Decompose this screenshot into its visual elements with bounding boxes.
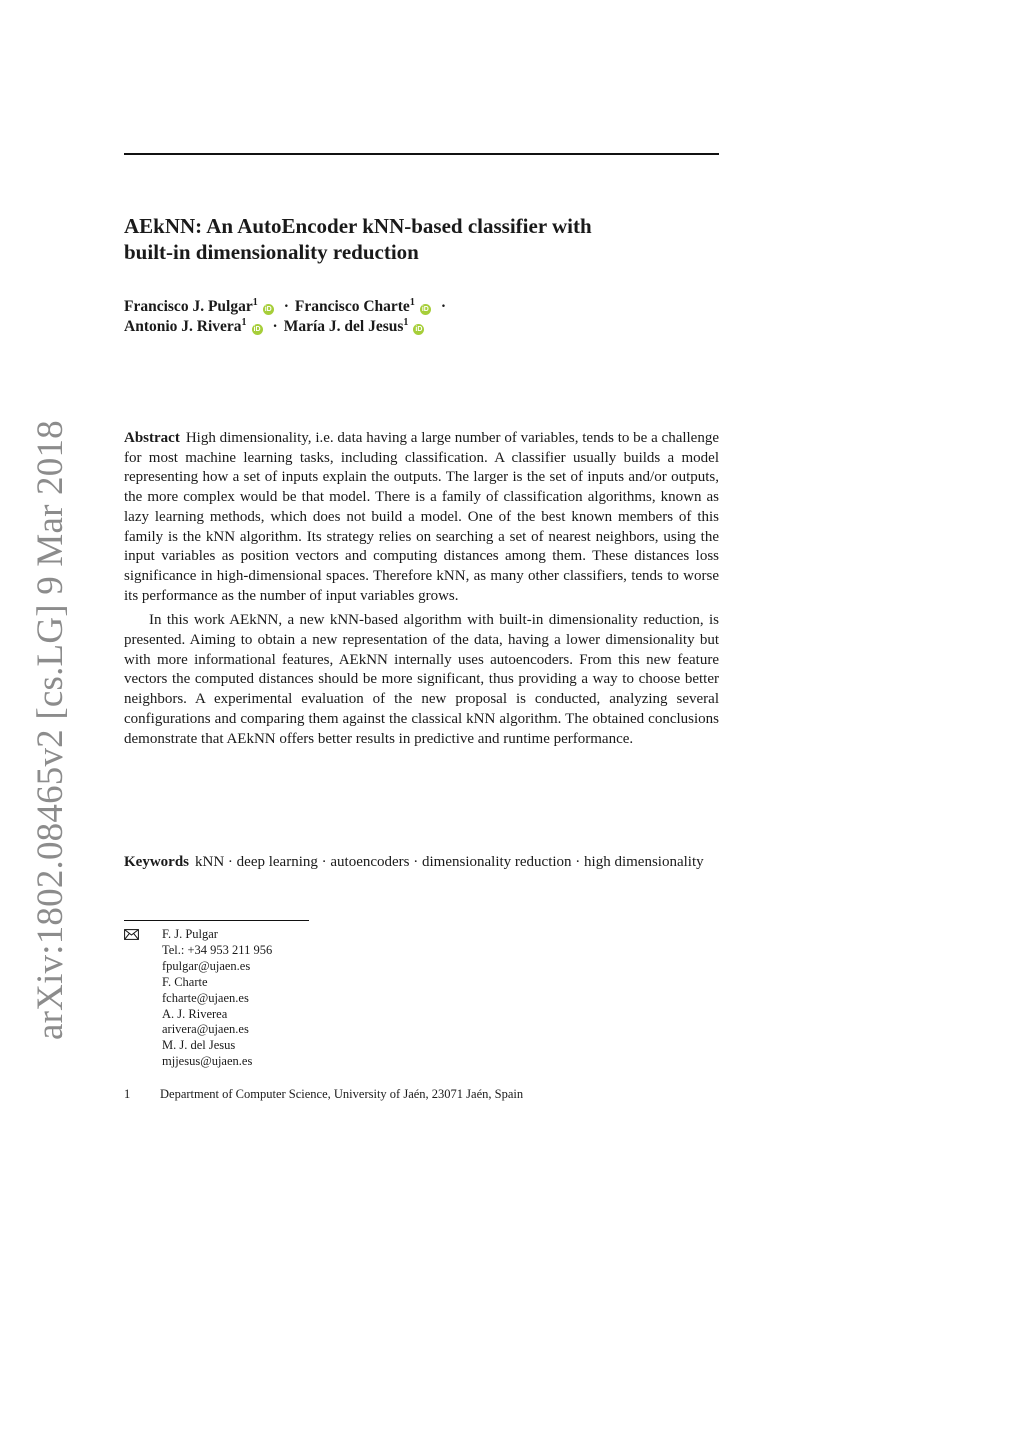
abstract-text-1: High dimensionality, i.e. data having a large number of variables, tends to be a challenge for most machine learning tasks, including classification. A classifier usually builds a model representing how a set of inputs explain the outputs. The larger is the set of inputs and/or outputs, the more complex would be that model. There is a family of classification algorithms, known as lazy learning methods, which does not build a model. One of the best known members of this family is the kNN algorithm. Its strategy relies on searching a set of nearest neighbors, using the input variables as position vectors and computing distances among them. These distances loss significance in high-dimensional spaces. Therefore kNN, as many other classifiers, tends to worse its performance as the number of input variables grows.: [124, 430, 719, 604]
author-separator: ·: [283, 298, 289, 315]
orcid-icon[interactable]: iD: [415, 326, 423, 333]
contact-email[interactable]: mjjesus@ujaen.es: [162, 1054, 253, 1069]
abstract: [124, 429, 719, 749]
contact-line: Tel.: +34 953 211 956: [162, 942, 273, 957]
footnote-rule: [124, 920, 309, 921]
arxiv-stamp: arXiv:1802.08465v2 [cs.LG] 9 Mar 2018: [30, 420, 71, 1040]
contact-line: F. J. Pulgar: [162, 927, 218, 941]
author-separator: ·: [440, 298, 446, 315]
contact-line: F. Charte: [162, 974, 208, 989]
orcid-icon[interactable]: iD: [253, 326, 261, 333]
title-line-2: built-in dimensionality reduction: [124, 240, 419, 264]
abstract-label: Abstract: [124, 430, 180, 446]
orcid-icon[interactable]: iD: [264, 306, 272, 313]
paper-title: [124, 213, 719, 265]
title-line-1: AEkNN: An AutoEncoder kNN-based classifier with: [124, 214, 592, 238]
author-line-1: [124, 297, 719, 317]
keywords: [124, 853, 719, 873]
author-name: Francisco Charte: [294, 298, 410, 315]
affiliation-footnote: [124, 1086, 719, 1102]
orcid-icon[interactable]: iD: [421, 306, 429, 313]
author-name: Francisco J. Pulgar: [124, 298, 253, 315]
author-separator: ·: [272, 318, 278, 335]
top-rule: [124, 153, 719, 155]
contact-line: A. J. Riverea: [162, 1006, 228, 1021]
abstract-paragraph-1: [124, 429, 719, 606]
author-affil: 1: [409, 296, 415, 308]
author-affil: 1: [241, 316, 247, 328]
envelope-icon: [124, 929, 139, 940]
abstract-paragraph-2: In this work AEkNN, a new kNN-based algorithm with built-in dimensionality reduction, is presented. Aiming to obtain a new representation of the data, having a lower dimensionality but with more informational features, AEkNN internally uses autoencoders. From this new feature vectors the computed distances should be more significant, thus providing a way to choose better neighbors. A experimental evaluation of the new proposal is conducted, analyzing several configurations and comparing them against the classical kNN algorithm. The obtained conclusions demonstrate that AEkNN offers better results in predictive and runtime performance.: [124, 612, 719, 747]
affiliation-number: 1: [124, 1087, 131, 1101]
author-name: Antonio J. Rivera: [124, 318, 242, 335]
keywords-text: kNN · deep learning · autoencoders · dimensionality reduction · high dimensionality: [195, 854, 704, 870]
corresponding-contact: [162, 927, 462, 1070]
contact-email[interactable]: fcharte@ujaen.es: [162, 990, 249, 1005]
author-affil: 1: [403, 316, 409, 328]
author-name: María J. del Jesus: [283, 318, 404, 335]
contact-email[interactable]: fpulgar@ujaen.es: [162, 958, 251, 973]
contact-line: M. J. del Jesus: [162, 1038, 236, 1053]
author-list: [124, 297, 719, 337]
author-affil: 1: [252, 296, 258, 308]
contact-email[interactable]: arivera@ujaen.es: [162, 1022, 249, 1037]
affiliation-text: Department of Computer Science, University of Jaén, 23071 Jaén, Spain: [160, 1087, 524, 1101]
author-line-2: [124, 317, 719, 337]
keywords-label: Keywords: [124, 854, 189, 870]
